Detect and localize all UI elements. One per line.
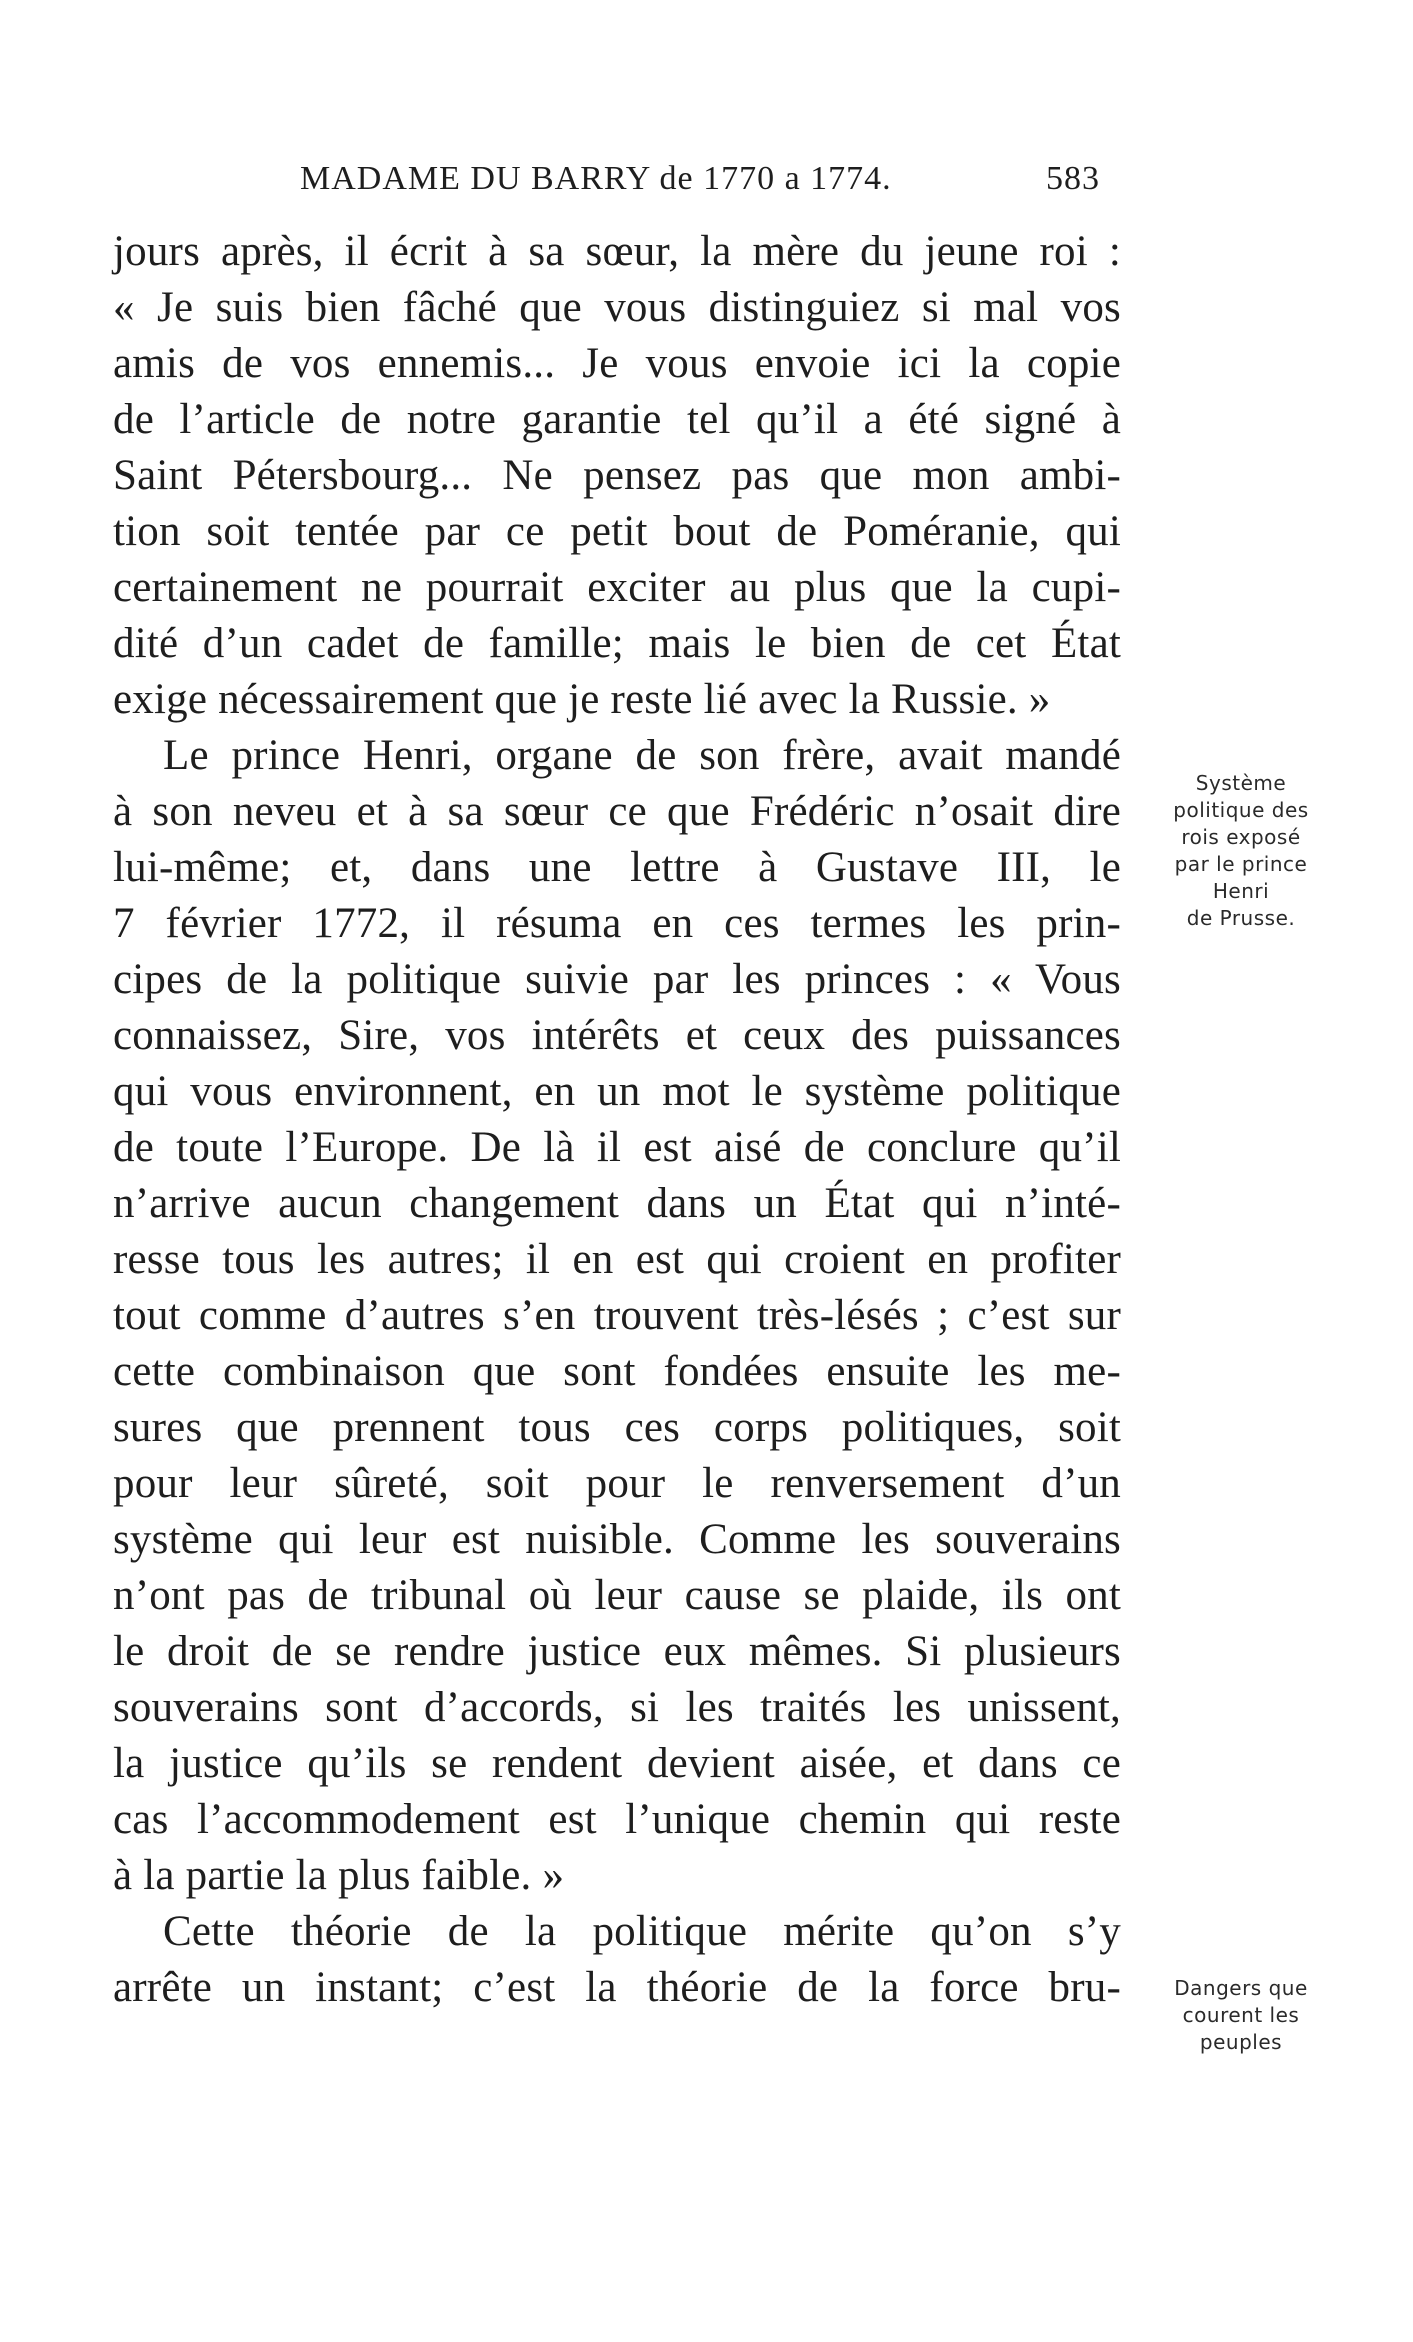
text-line: 7 février 1772, il résuma en ces termes les prin-: [113, 900, 1121, 947]
text-line: Cette théorie de la politique mérite qu’on s’y: [163, 1908, 1121, 1955]
margin-note-line: courent les: [1182, 2003, 1300, 2027]
text-line: souverains sont d’accords, si les traités les unissent,: [113, 1684, 1121, 1731]
text-line: n’ont pas de tribunal où leur cause se plaide, ils ont: [113, 1572, 1121, 1619]
margin-note-line: Dangers que: [1174, 1976, 1308, 2000]
text-line: qui vous environnent, en un mot le système politique: [113, 1068, 1121, 1115]
text-line: certainement ne pourrait exciter au plus que la cupi-: [113, 564, 1121, 611]
text-line: cipes de la politique suivie par les princes : « Vous: [113, 956, 1121, 1003]
text-line: jours après, il écrit à sa sœur, la mère du jeune roi :: [113, 228, 1121, 275]
running-head: [300, 160, 1100, 210]
margin-note-dangers: [1146, 1975, 1336, 2056]
margin-note-line: Système: [1195, 771, 1287, 795]
text-line: lui-même; et, dans une lettre à Gustave III, le: [113, 844, 1121, 891]
text-line: connaissez, Sire, vos intérêts et ceux des puissances: [113, 1012, 1121, 1059]
page-number: 583: [1046, 160, 1100, 197]
margin-note-system: [1146, 770, 1336, 932]
text-line: le droit de se rendre justice eux mêmes. Si plusieurs: [113, 1628, 1121, 1675]
text-line: resse tous les autres; il en est qui croient en profiter: [113, 1236, 1121, 1283]
text-line: n’arrive aucun changement dans un État qui n’inté-: [113, 1180, 1121, 1227]
text-line: « Je suis bien fâché que vous distinguiez si mal vos: [113, 284, 1121, 331]
margin-note-line: de Prusse.: [1186, 906, 1296, 930]
body-text: [113, 224, 1121, 2016]
text-line: la justice qu’ils se rendent devient aisée, et dans ce: [113, 1740, 1121, 1787]
text-line: de toute l’Europe. De là il est aisé de conclure qu’il: [113, 1124, 1121, 1171]
text-line: Saint Pétersbourg... Ne pensez pas que mon ambi-: [113, 452, 1121, 499]
text-line: de l’article de notre garantie tel qu’il a été signé à: [113, 396, 1121, 443]
text-line: sures que prennent tous ces corps politiques, soit: [113, 1404, 1121, 1451]
margin-note-line: Henri: [1212, 879, 1270, 903]
text-line: tion soit tentée par ce petit bout de Poméranie, qui: [113, 508, 1121, 555]
margin-note-line: politique des: [1173, 798, 1309, 822]
margin-note-line: par le prince: [1174, 852, 1308, 876]
text-line: système qui leur est nuisible. Comme les souverains: [113, 1516, 1121, 1563]
margin-note-line: peuples: [1199, 2030, 1283, 2054]
text-line: amis de vos ennemis... Je vous envoie ici la copie: [113, 340, 1121, 387]
text-line: tout comme d’autres s’en trouvent très-lésés ; c’est sur: [113, 1292, 1121, 1339]
text-line: exige nécessairement que je reste lié avec la Russie. »: [113, 676, 1051, 723]
running-head-title: MADAME DU BARRY de 1770 a 1774.: [300, 160, 892, 197]
text-line: arrête un instant; c’est la théorie de la force bru-: [113, 1964, 1121, 2011]
text-line: à la partie la plus faible. »: [113, 1852, 565, 1899]
text-line: cas l’accommodement est l’unique chemin qui reste: [113, 1796, 1121, 1843]
text-line: cette combinaison que sont fondées ensuite les me-: [113, 1348, 1121, 1395]
margin-note-line: rois exposé: [1181, 825, 1301, 849]
text-line: pour leur sûreté, soit pour le renversement d’un: [113, 1460, 1121, 1507]
text-line: à son neveu et à sa sœur ce que Frédéric n’osait dire: [113, 788, 1121, 835]
text-line: Le prince Henri, organe de son frère, avait mandé: [163, 732, 1121, 779]
text-line: dité d’un cadet de famille; mais le bien de cet État: [113, 620, 1121, 667]
